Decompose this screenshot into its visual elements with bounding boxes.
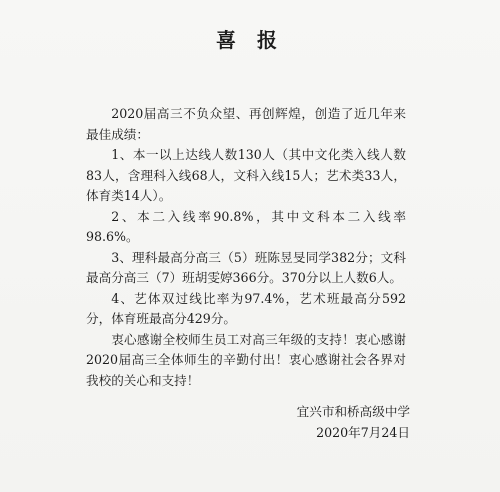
item-4-paragraph: 4、艺体双过线比率为97.4%，艺术班最高分592分，体育班最高分429分。 (86, 290, 406, 326)
signature-block (297, 402, 410, 443)
school-name: 宜兴市和桥高级中学 (296, 404, 410, 419)
item-2-paragraph: 2、本二入线率90.8%，其中文科本二入线率98.6%。 (86, 208, 406, 244)
item-3-paragraph: 3、理科最高分高三（5）班陈昱旻同学382分；文科最高分高三（7）班胡雯婷366分。370分以上人数6人。 (86, 249, 406, 285)
thanks-paragraph: 衷心感谢全校师生员工对高三年级的支持！衷心感谢2020届高三全体师生的辛勤付出！衷心感谢社会各界对我校的关心和支持！ (86, 331, 406, 388)
document-body (86, 104, 406, 391)
document-title: 喜 报 (216, 28, 284, 52)
item-1-paragraph: 1、本一以上达线人数130人（其中文化类入线人数83人，含理科入线68人，文科入线15人；艺术类33人，体育类14人）。 (86, 147, 406, 203)
intro-paragraph: 2020届高三不负众望、再创辉煌，创造了近几年来最佳成绩： (86, 106, 406, 142)
date: 2020年7月24日 (316, 424, 410, 440)
